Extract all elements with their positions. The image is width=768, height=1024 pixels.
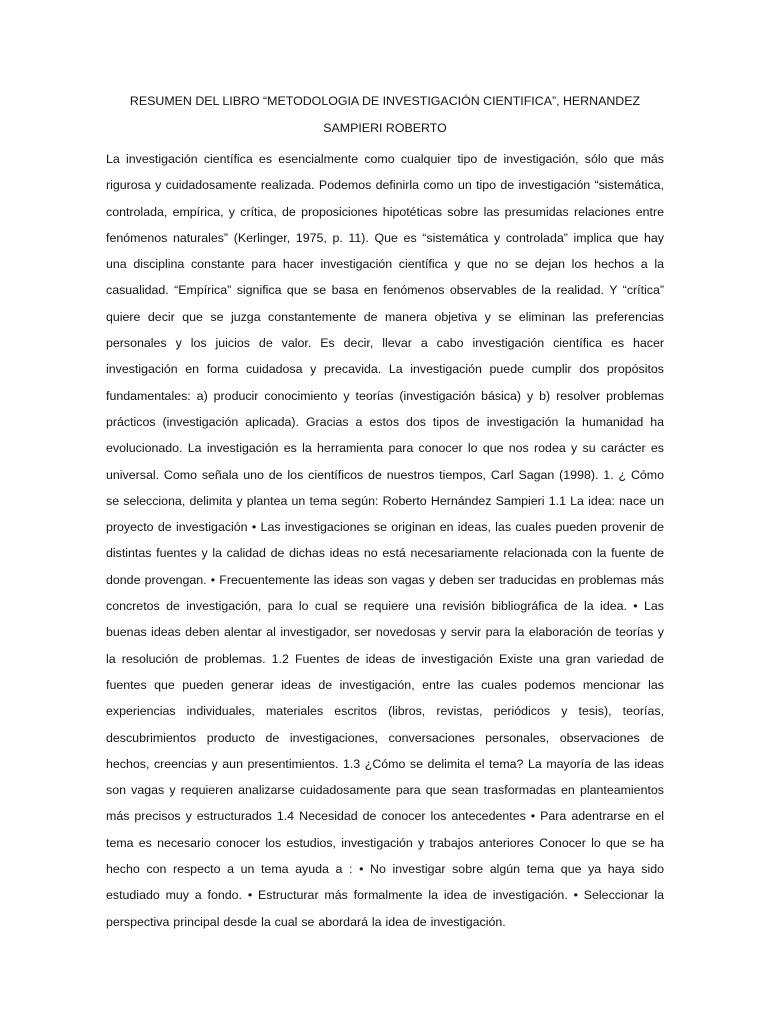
document-page: [106, 88, 664, 935]
document-paragraph: La investigación científica es esencialmente como cualquier tipo de investigación, sólo que más rigurosa y cuidadosamente realizada. Podemos definirla como un tipo de investigación “sistemática, controlada, empírica, y crítica, de proposiciones hipotéticas sobre las presumidas relaciones entre fenómenos naturales” (Kerlinger, 1975, p. 11). Que es “sistemática y controlada” implica que hay una disciplina constante para hacer investigación científica y que no se dejan los hechos a la casualidad. “Empírica” significa que se basa en fenómenos observables de la realidad. Y “crítica” quiere decir que se juzga constantemente de manera objetiva y se eliminan las preferencias personales y los juicios de valor. Es decir, llevar a cabo investigación científica es hacer investigación en forma cuidadosa y precavida. La investigación puede cumplir dos propósitos fundamentales: a) producir conocimiento y teorías (investigación básica) y b) resolver problemas prácticos (investigación aplicada). Gracias a estos dos tipos de investigación la humanidad ha evolucionado. La investigación es la herramienta para conocer lo que nos rodea y su carácter es universal. Como señala uno de los científicos de nuestros tiempos, Carl Sagan (1998). 1. ¿ Cómo se selecciona, delimita y plantea un tema según: Roberto Hernández Sampieri 1.1 La idea: nace un proyecto de investigación • Las investigaciones se originan en ideas, las cuales pueden provenir de distintas fuentes y la calidad de dichas ideas no está necesariamente relacionada con la fuente de donde provengan. • Frecuentemente las ideas son vagas y deben ser traducidas en problemas más concretos de investigación, para lo cual se requiere una revisión bibliográfica de la idea. • Las buenas ideas deben alentar al investigador, ser novedosas y servir para la elaboración de teorías y la resolución de problemas. 1.2 Fuentes de ideas de investigación Existe una gran variedad de fuentes que pueden generar ideas de investigación, entre las cuales podemos mencionar las experiencias individuales, materiales escritos (libros, revistas, periódicos y tesis), teorías, descubrimientos producto de investigaciones, conversaciones personales, observaciones de hechos, creencias y aun presentimientos. 1.3 ¿Cómo se delimita el tema? La mayoría de las ideas son vagas y requieren analizarse cuidadosamente para que sean trasformadas en planteamientos más precisos y estructurados 1.4 Necesidad de conocer los antecedentes • Para adentrarse en el tema es necesario conocer los estudios, investigación y trabajos anteriores Conocer lo que se ha hecho con respecto a un tema ayuda a : • No investigar sobre algún tema que ya haya sido estudiado muy a fondo. • Estructurar más formalmente la idea de investigación. • Seleccionar la perspectiva principal desde la cual se abordará la idea de investigación.: [106, 152, 664, 929]
document-title: RESUMEN DEL LIBRO “METODOLOGIA DE INVESTIGACIÓN CIENTIFICA”, HERNANDEZ SAMPIERI ROBERTO: [129, 94, 641, 135]
